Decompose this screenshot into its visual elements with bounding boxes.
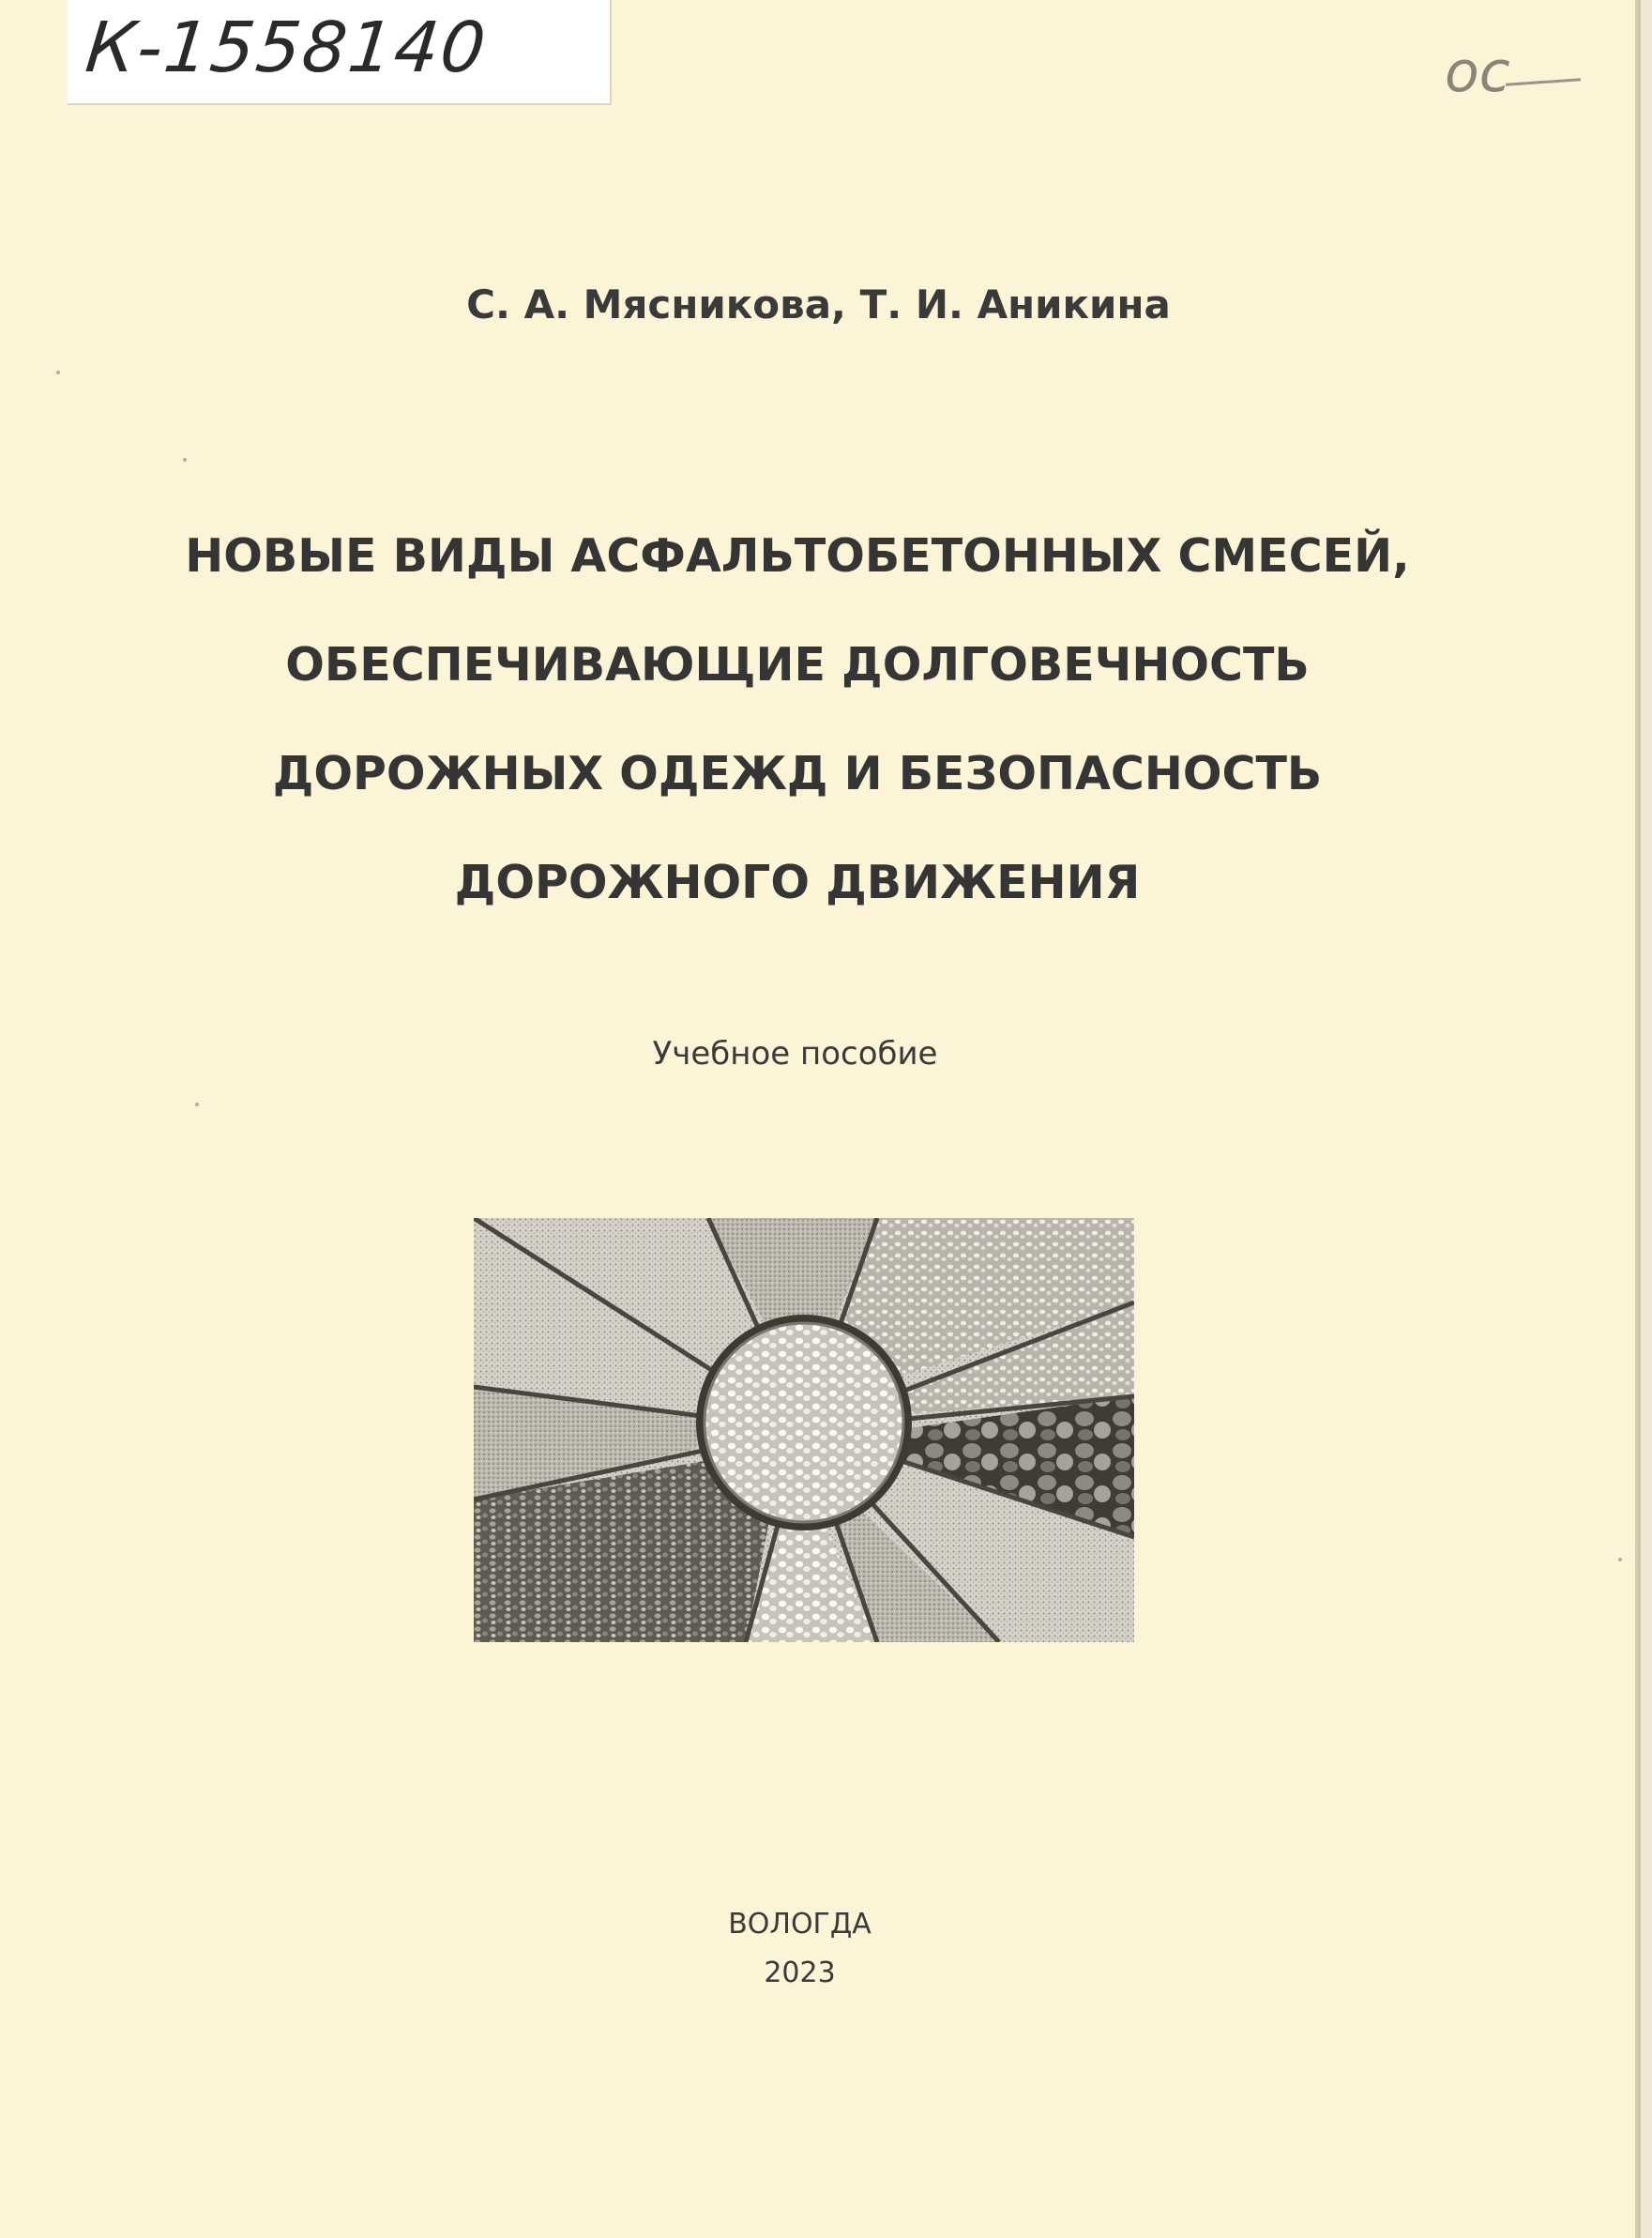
inventory-number: К-1558140 — [82, 8, 492, 88]
title-line-2: ОБЕСПЕЧИВАЮЩИЕ ДОЛГОВЕЧНОСТЬ — [285, 638, 1310, 692]
aggregate-photo — [474, 1218, 1134, 1642]
margin-note-stroke — [1506, 78, 1581, 86]
title-line-4: ДОРОЖНОГО ДВИЖЕНИЯ — [454, 856, 1141, 909]
authors: С. А. Мясникова, Т. И. Аникина — [466, 282, 1171, 327]
paper-speck — [1618, 1558, 1622, 1561]
book-title — [113, 502, 1482, 937]
handwritten-margin-note: ос — [1445, 39, 1510, 105]
imprint — [0, 1900, 1599, 1998]
cover-illustration — [474, 1218, 1134, 1642]
title-line-3: ДОРОЖНЫХ ОДЕЖД И БЕЗОПАСНОСТЬ — [272, 747, 1323, 800]
publication-year: 2023 — [764, 1956, 836, 1989]
title-line-1: НОВЫЕ ВИДЫ АСФАЛЬТОБЕТОННЫХ СМЕСЕЙ, — [185, 529, 1410, 583]
paper-speck — [195, 1103, 199, 1106]
page-edge — [1637, 0, 1641, 2238]
book-subtitle: Учебное пособие — [652, 1035, 938, 1073]
paper-speck — [56, 371, 60, 374]
publication-city: ВОЛОГДА — [728, 1908, 871, 1941]
paper-speck — [183, 458, 187, 462]
